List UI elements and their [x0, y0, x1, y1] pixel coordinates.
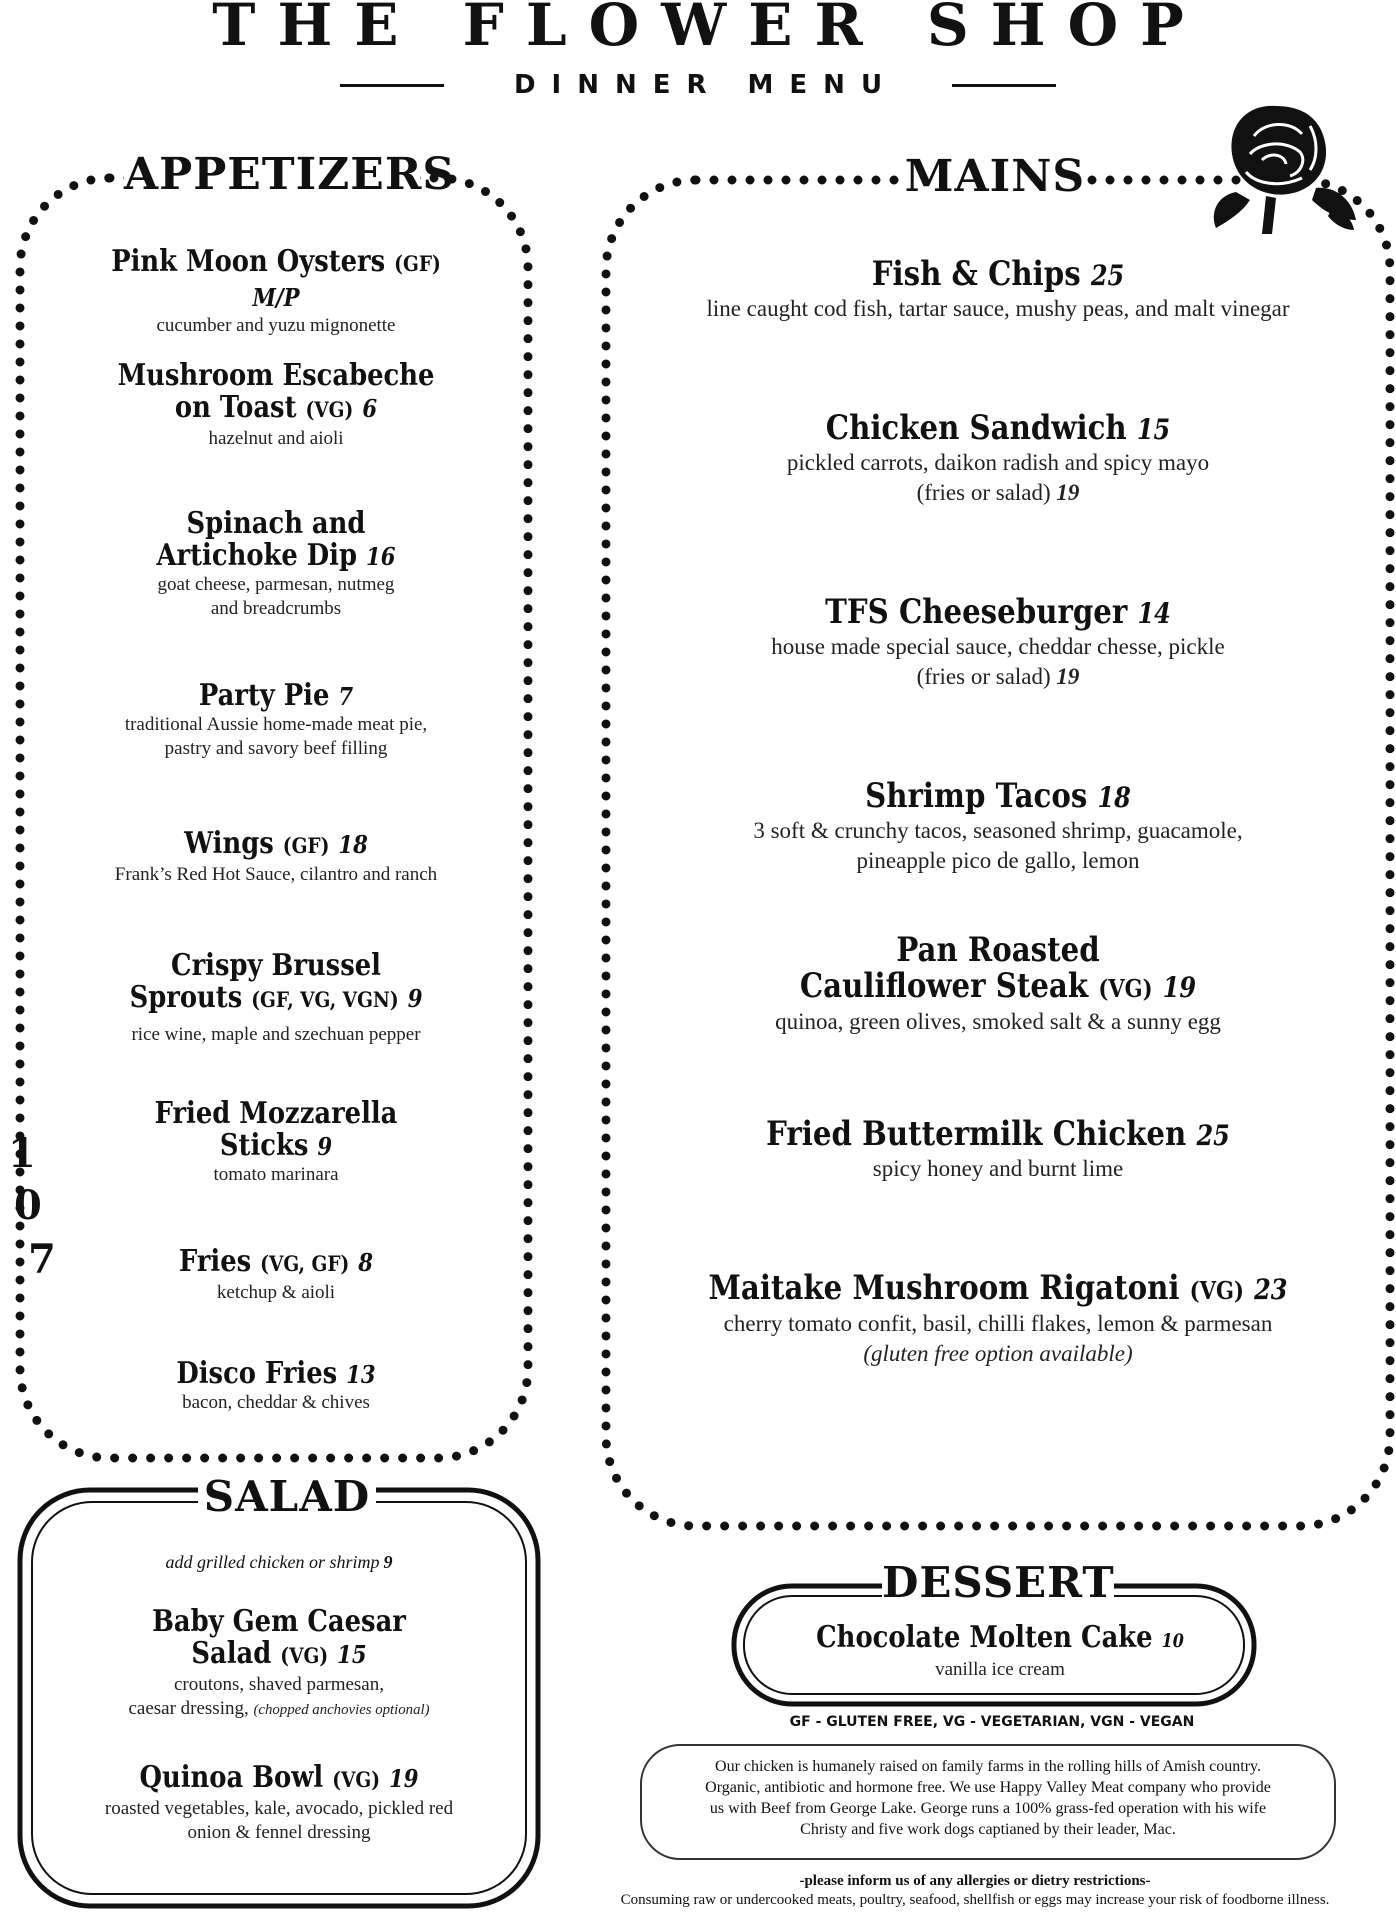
item-name: Party Pie 7 — [198, 678, 354, 713]
sourcing-line: us with Beef from George Lake. George runs a 100% grass-fed operation with his wife — [709, 1800, 1267, 1817]
restaurant-title: THE FLOWER SHOP — [212, 0, 1206, 59]
list-item — [70, 1762, 488, 1845]
list-item — [68, 828, 484, 887]
item-description: vanilla ice cream — [935, 1659, 1065, 1680]
sourcing-note — [640, 1744, 1336, 1860]
item-description: pineapple pico de gallo, lemon — [856, 848, 1140, 873]
list-item — [68, 1358, 484, 1415]
item-description: croutons, shaved parmesan, — [174, 1674, 384, 1695]
item-description: 3 soft & crunchy tacos, seasoned shrimp, guacamole, — [753, 818, 1243, 843]
item-name-line2: Salad (VG) 15 — [191, 1636, 367, 1671]
list-item — [68, 246, 484, 338]
item-name: Shrimp Tacos 18 — [865, 776, 1131, 816]
side-number-2: 0 — [14, 1182, 42, 1229]
dietary-legend: GF - GLUTEN FREE, VG - VEGETARIAN, VGN - VEGAN — [789, 1714, 1195, 1730]
item-description: rice wine, maple and szechuan pepper — [131, 1024, 421, 1045]
list-item — [68, 950, 484, 1047]
side-number-1: 1 — [8, 1130, 36, 1177]
item-description: spicy honey and burnt lime — [872, 1156, 1124, 1181]
dessert-heading: DESSERT — [882, 1558, 1115, 1607]
item-description: and breadcrumbs — [210, 598, 342, 619]
list-item — [70, 1606, 488, 1722]
item-name: Fries (VG, GF) 8 — [178, 1244, 374, 1279]
item-name: Quinoa Bowl (VG) 19 — [139, 1760, 419, 1795]
item-description: quinoa, green olives, smoked salt & a sunny egg — [775, 1009, 1221, 1034]
item-name-line2: Artichoke Dip 16 — [156, 538, 396, 573]
rose-icon — [1206, 96, 1362, 236]
item-description: bacon, cheddar & chives — [182, 1392, 370, 1413]
foodborne-warning: Consuming raw or undercooked meats, poultry, seafood, shellfish or eggs may increase your risk of foodborne illness. — [620, 1892, 1330, 1908]
item-description: cherry tomato confit, basil, chilli flakes, lemon & parmesan — [723, 1311, 1273, 1336]
item-name-line2: Sticks 9 — [219, 1128, 333, 1163]
item-description: caesar dressing, (chopped anchovies optional) — [128, 1698, 430, 1719]
list-item — [68, 508, 484, 621]
side-number-3: 7 — [28, 1236, 56, 1283]
list-item — [640, 932, 1356, 1037]
item-name: Spinach and — [186, 506, 366, 541]
item-description: pickled carrots, daikon radish and spicy mayo — [786, 450, 1210, 475]
allergy-notice — [560, 1872, 1390, 1910]
item-name: Fried Buttermilk Chicken 25 — [766, 1114, 1230, 1154]
item-description: cucumber and yuzu mignonette — [156, 315, 396, 336]
sourcing-line: Our chicken is humanely raised on family farms in the rolling hills of Amish country. — [715, 1758, 1261, 1775]
item-description: line caught cod fish, tartar sauce, mushy peas, and malt vinegar — [706, 296, 1290, 321]
item-name: Fish & Chips 25 — [871, 254, 1125, 294]
salad-heading: SALAD — [198, 1472, 376, 1522]
sourcing-line: Organic, antibiotic and hormone free. We use Happy Valley Meat company who provide — [705, 1779, 1271, 1796]
item-description: roasted vegetables, kale, avocado, pickled red — [104, 1798, 454, 1819]
item-name: Mushroom Escabeche — [117, 358, 435, 393]
menu-subtitle: DINNER MENU — [513, 70, 899, 100]
item-name: Disco Fries 13 — [176, 1356, 376, 1391]
list-item — [640, 1116, 1356, 1184]
list-item — [68, 360, 484, 451]
item-description: tomato marinara — [213, 1164, 339, 1185]
item-description: onion & fennel dressing — [187, 1822, 371, 1843]
item-name: Chocolate Molten Cake 10 — [816, 1620, 1184, 1655]
item-description: hazelnut and aioli — [208, 428, 344, 449]
item-description: house made special sauce, cheddar chesse, pickle — [771, 634, 1225, 659]
list-item — [640, 256, 1356, 324]
item-description: traditional Aussie home-made meat pie, — [124, 714, 428, 735]
sourcing-line: Christy and five work dogs captianed by their leader, Mac. — [800, 1821, 1176, 1838]
item-option: (fries or salad) 19 — [916, 480, 1080, 505]
item-name: Baby Gem Caesar — [152, 1604, 406, 1639]
item-note: (gluten free option available) — [863, 1341, 1133, 1366]
item-option: (fries or salad) 19 — [916, 664, 1080, 689]
item-description: goat cheese, parmesan, nutmeg — [157, 574, 395, 595]
allergy-request: -please inform us of any allergies or dietry restrictions- — [799, 1873, 1151, 1889]
item-name: Maitake Mushroom Rigatoni (VG) 23 — [708, 1268, 1288, 1308]
item-name: Pan Roasted — [896, 930, 1100, 970]
list-item — [640, 594, 1356, 692]
item-name-line2: on Toast (VG) 6 — [174, 390, 378, 425]
list-item — [68, 1098, 484, 1187]
list-item — [68, 680, 484, 761]
list-item — [68, 1246, 484, 1305]
item-name: Chicken Sandwich 15 — [825, 408, 1171, 448]
item-name: Pink Moon Oysters (GF) M/P — [111, 244, 441, 312]
salad-add-on-note: add grilled chicken or shrimp 9 — [165, 1552, 393, 1572]
item-name: Wings (GF) 18 — [184, 826, 368, 861]
item-name: Crispy Brussel — [171, 948, 381, 983]
appetizers-heading: APPETIZERS — [124, 149, 456, 200]
item-name: TFS Cheeseburger 14 — [825, 592, 1171, 632]
item-description: Frank’s Red Hot Sauce, cilantro and ranch — [114, 864, 438, 885]
item-name-line2: Sprouts (GF, VG, VGN) 9 — [129, 980, 423, 1015]
item-description: ketchup & aioli — [216, 1282, 336, 1303]
list-item — [640, 410, 1356, 508]
list-item — [760, 1622, 1240, 1682]
list-item — [640, 778, 1356, 876]
item-name-line2: Cauliflower Steak (VG) 19 — [799, 966, 1197, 1006]
list-item — [640, 1270, 1356, 1369]
mains-heading: MAINS — [904, 151, 1086, 202]
item-description: pastry and savory beef filling — [164, 738, 388, 759]
item-name: Fried Mozzarella — [154, 1096, 398, 1131]
